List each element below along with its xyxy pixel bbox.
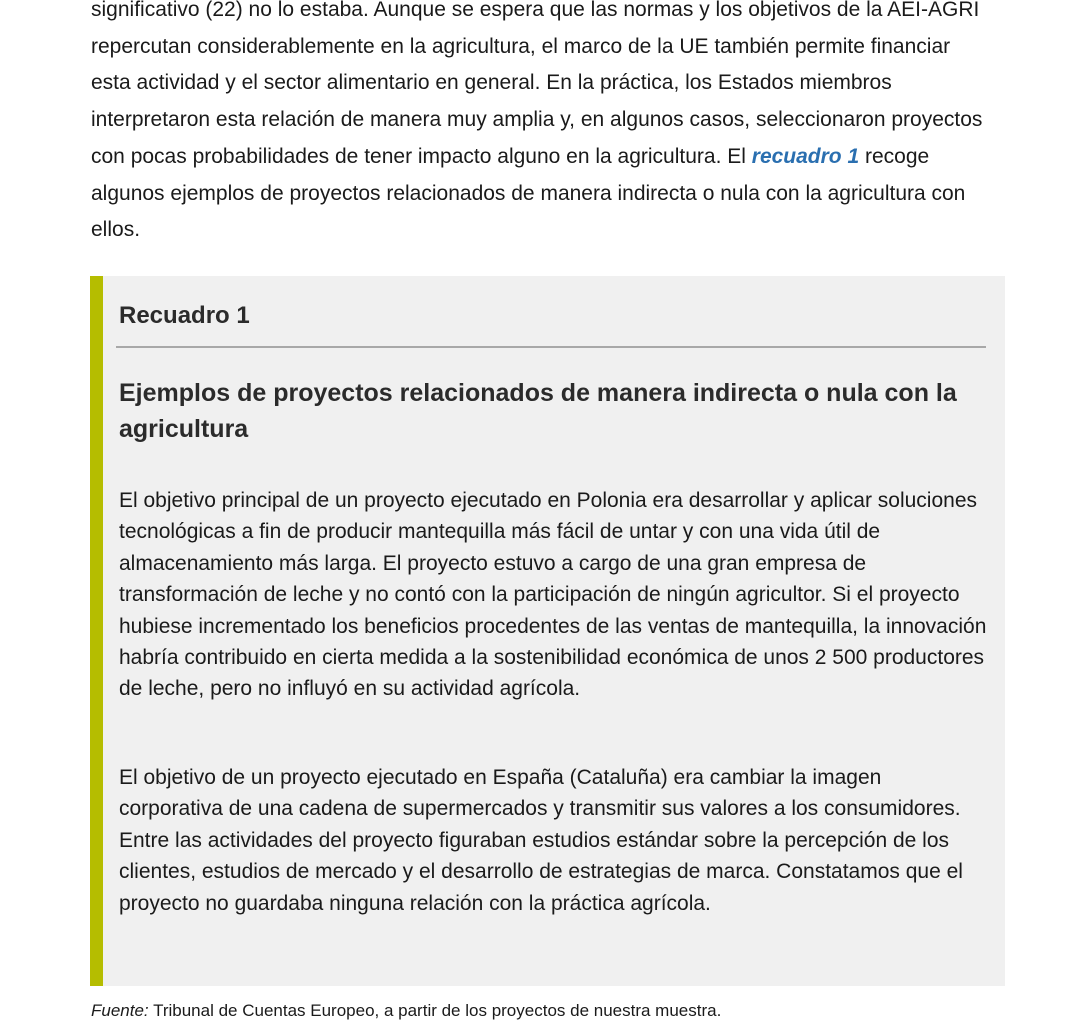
- box-paragraph-spain: El objetivo de un proyecto ejecutado en España (Cataluña) era cambiar la imagen corporativa de una cadena de supermercados y transmitir sus valores a los consumidores. Entre las actividades del proyecto figuraban estudios estándar sobre la percepción de los clientes, estudios de mercado y el desarrollo de estrategias de marca. Constatamos que el proyecto no guardaba ninguna relación con la práctica agrícola.: [119, 766, 963, 915]
- source-note: [91, 1000, 721, 1022]
- box-label: Recuadro 1: [119, 302, 250, 329]
- box-title: Ejemplos de proyectos relacionados de manera indirecta o nula con la agricultura: [119, 379, 957, 443]
- source-label: Fuente:: [91, 1001, 149, 1020]
- box-paragraph-poland: El objetivo principal de un proyecto ejecutado en Polonia era desarrollar y aplicar soluciones tecnológicas a fin de producir mantequilla más fácil de untar y con una vida útil de almacenamiento más larga. El proyecto estuvo a cargo de una gran empresa de transformación de leche y no contó con la participación de ningún agricultor. Si el proyecto hubiese incrementado los beneficios procedentes de las ventas de mantequilla, la innovación habría contribuido en cierta medida a la sostenibilidad económica de unos 2 500 productores de leche, pero no influyó en su actividad agrícola.: [119, 489, 987, 701]
- source-text: Tribunal de Cuentas Europeo, a partir de los proyectos de nuestra muestra.: [148, 1001, 722, 1020]
- box-divider: [116, 346, 986, 348]
- recuadro-box: [90, 276, 1005, 986]
- intro-text-before: significativo (22) no lo estaba. Aunque se espera que las normas y los objetivos de la AEI-AGRI repercutan considerablemente en la agricultura, el marco de la UE también permite financiar esta actividad y el sector alimentario en general. En la práctica, los Estados miembros interpretaron esta relación de manera muy amplia y, en algunos casos, seleccionaron proyectos con pocas probabilidades de tener impacto alguno en la agricultura. El: [91, 0, 983, 168]
- intro-text-after: recoge algunos ejemplos de proyectos relacionados de manera indirecta o nula con la agricultura con ellos.: [91, 144, 966, 242]
- recuadro-1-link[interactable]: recuadro 1: [751, 144, 860, 168]
- intro-paragraph: [91, 0, 991, 249]
